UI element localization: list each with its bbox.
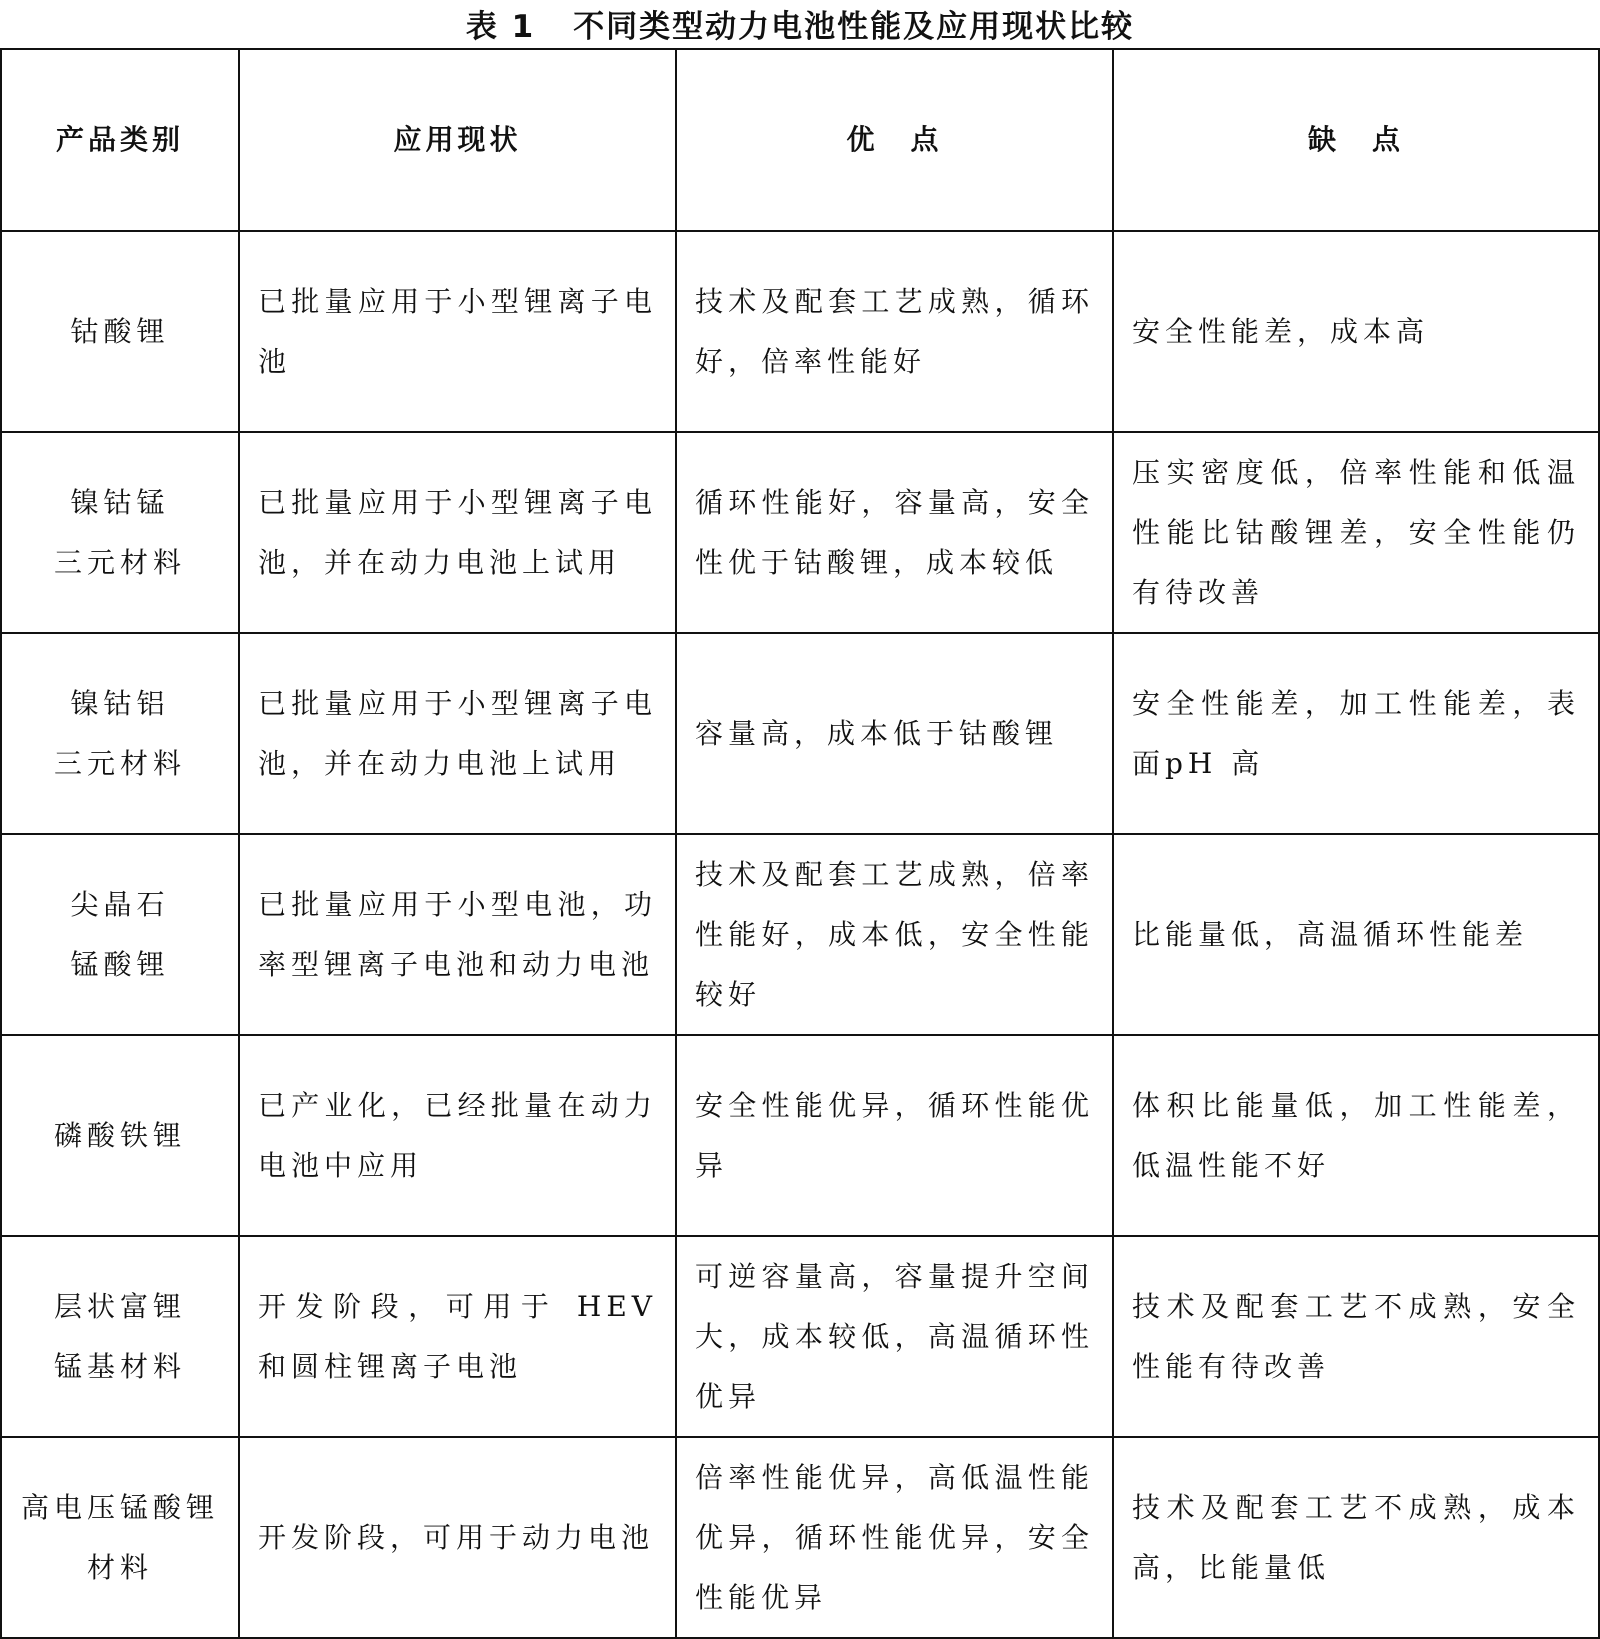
- header-row: [1, 49, 1599, 231]
- category-line: 三元材料: [53, 746, 186, 780]
- category-line: 三元材料: [53, 545, 186, 579]
- category-line: 磷酸铁锂: [53, 1118, 186, 1152]
- pros-cell: 循环性能好，容量高，安全性优于钴酸锂，成本较低: [676, 432, 1113, 633]
- category-line: 锰基材料: [53, 1349, 186, 1383]
- category-cell: [1, 834, 239, 1035]
- pros-cell: 容量高，成本低于钴酸锂: [676, 633, 1113, 834]
- status-cell: 已批量应用于小型电池，功率型锂离子电池和动力电池: [239, 834, 676, 1035]
- category-line: 层状富锂: [53, 1289, 186, 1323]
- table-row: [1, 1236, 1599, 1437]
- cons-cell: 安全性能差，加工性能差，表面pH 高: [1113, 633, 1599, 834]
- pros-cell: 安全性能优异，循环性能优异: [676, 1035, 1113, 1236]
- table-row: [1, 1437, 1599, 1638]
- table-row: [1, 834, 1599, 1035]
- status-cell: 已产业化，已经批量在动力电池中应用: [239, 1035, 676, 1236]
- table-row: [1, 432, 1599, 633]
- table-row: [1, 231, 1599, 432]
- status-cell: 已批量应用于小型锂离子电池，并在动力电池上试用: [239, 432, 676, 633]
- pros-cell: 技术及配套工艺成熟，倍率性能好，成本低，安全性能较好: [676, 834, 1113, 1035]
- header-status: 应用现状: [239, 49, 676, 231]
- table-row: [1, 633, 1599, 834]
- status-cell: 已批量应用于小型锂离子电池: [239, 231, 676, 432]
- category-line: 镍钴锰: [70, 485, 170, 519]
- table-caption: 不同类型动力电池性能及应用现状比较: [573, 8, 1135, 45]
- cons-cell: 技术及配套工艺不成熟，安全性能有待改善: [1113, 1236, 1599, 1437]
- category-cell: [1, 1236, 239, 1437]
- category-line: 高电压锰酸锂: [20, 1490, 219, 1524]
- header-pros: 优 点: [676, 49, 1113, 231]
- category-line: 尖晶石: [70, 887, 170, 921]
- header-category: 产品类别: [1, 49, 239, 231]
- cons-cell: 体积比能量低，加工性能差，低温性能不好: [1113, 1035, 1599, 1236]
- comparison-table: [0, 48, 1600, 1639]
- cons-cell: 比能量低，高温循环性能差: [1113, 834, 1599, 1035]
- table-number: 表 1: [465, 8, 536, 45]
- category-cell: [1, 432, 239, 633]
- category-line: 镍钴铝: [70, 686, 170, 720]
- cons-cell: 压实密度低，倍率性能和低温性能比钴酸锂差，安全性能仍有待改善: [1113, 432, 1599, 633]
- category-cell: [1, 633, 239, 834]
- table-title: [0, 0, 1600, 46]
- table-row: [1, 1035, 1599, 1236]
- pros-cell: 可逆容量高，容量提升空间大，成本较低，高温循环性优异: [676, 1236, 1113, 1437]
- status-cell: 开发阶段，可用于 HEV 和圆柱锂离子电池: [239, 1236, 676, 1437]
- category-line: 钴酸锂: [70, 314, 170, 348]
- pros-cell: 技术及配套工艺成熟，循环好，倍率性能好: [676, 231, 1113, 432]
- category-cell: [1, 1437, 239, 1638]
- status-cell: 开发阶段，可用于动力电池: [239, 1437, 676, 1638]
- category-cell: [1, 231, 239, 432]
- status-cell: 已批量应用于小型锂离子电池，并在动力电池上试用: [239, 633, 676, 834]
- header-cons: 缺 点: [1113, 49, 1599, 231]
- category-cell: [1, 1035, 239, 1236]
- category-line: 材料: [86, 1550, 153, 1584]
- pros-cell: 倍率性能优异，高低温性能优异，循环性能优异，安全性能优异: [676, 1437, 1113, 1638]
- cons-cell: 技术及配套工艺不成熟，成本高，比能量低: [1113, 1437, 1599, 1638]
- category-line: 锰酸锂: [70, 947, 170, 981]
- cons-cell: 安全性能差，成本高: [1113, 231, 1599, 432]
